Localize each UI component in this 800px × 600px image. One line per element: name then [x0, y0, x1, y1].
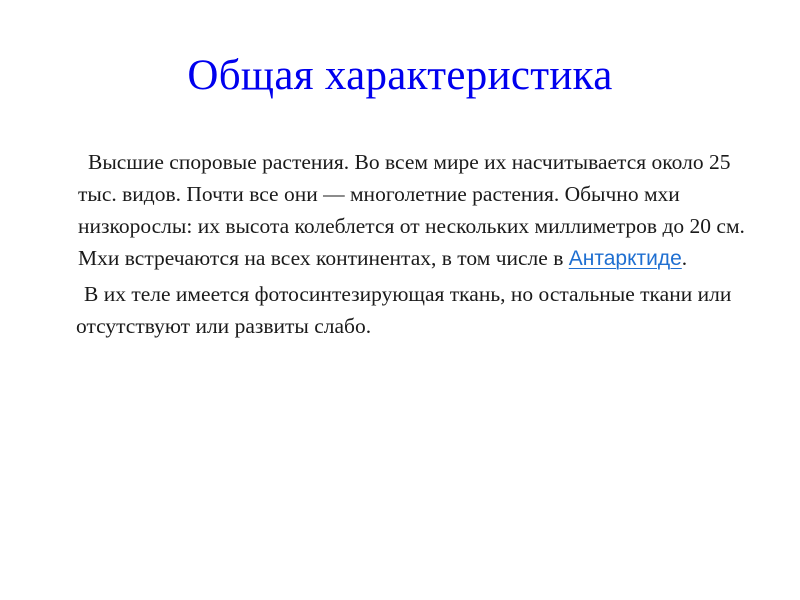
paragraph-1: [78, 146, 748, 275]
paragraph-1-text: Высшие споровые растения. Во всем мире их насчитывается около 25 тыс. видов. Почти все они — многолетние растения. Обычно мхи низкорослы: их высота колеблется от нескольких миллиметров до 20 см. Мхи встречаются на всех континентах, в том числе в: [78, 150, 745, 270]
paragraph-2-text: В их теле имеется фотосинтезирующая ткань, но остальные ткани или отсутствуют или развиты слабо.: [76, 282, 732, 338]
slide-body: [78, 146, 748, 342]
slide-title: Общая характеристика: [187, 52, 613, 99]
antarctica-link[interactable]: Антарктиде: [568, 247, 682, 270]
paragraph-2: [76, 278, 746, 342]
paragraph-1-end-punct: .: [681, 246, 688, 270]
